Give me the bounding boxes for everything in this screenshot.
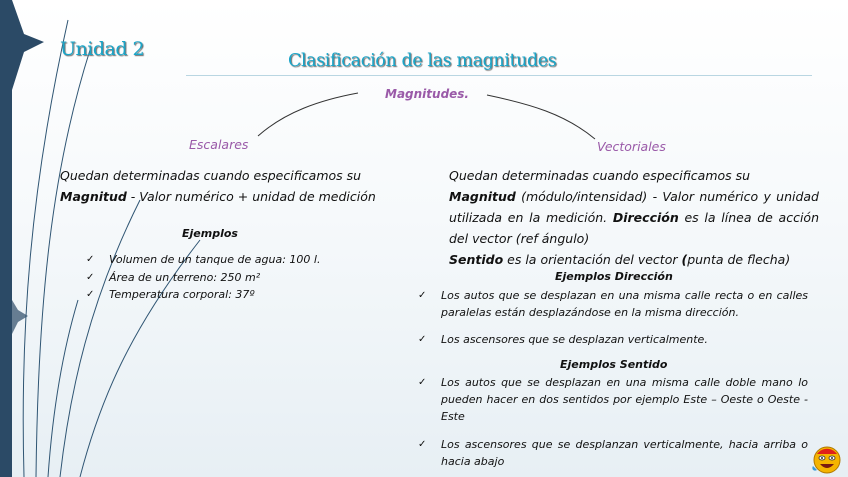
vector-desc-rest4: punta de flecha) [687, 252, 791, 267]
check-icon: ✓ [86, 289, 95, 300]
check-icon: ✓ [86, 254, 95, 265]
check-icon: ✓ [418, 290, 427, 301]
scalar-heading: Escalares [189, 137, 249, 152]
sense-examples-heading: Ejemplos Sentido [560, 358, 668, 371]
vector-desc-sentido: Sentido [449, 252, 504, 267]
page-title: Clasificación de las magnitudes [288, 51, 557, 71]
check-icon: ✓ [418, 334, 427, 345]
sense-example-2 [418, 436, 808, 470]
branch-right-line [487, 95, 595, 139]
scalar-description [60, 165, 390, 207]
vector-description [449, 165, 819, 270]
sense-example-1 [418, 374, 808, 425]
scalar-examples-heading: Ejemplos [182, 227, 238, 240]
check-icon: ✓ [418, 377, 427, 388]
direction-example-1 [418, 287, 808, 321]
direction-examples-heading: Ejemplos Dirección [555, 270, 673, 283]
vector-desc-rest1: (módulo/intensidad) - Valor numérico y unidad utilizada en la medición. [449, 189, 819, 225]
vector-heading: Vectoriales [597, 139, 666, 154]
vector-desc-paren: ( [681, 252, 688, 267]
list-item: ✓ Temperatura corporal: 37º [86, 286, 320, 304]
vector-desc-rest3: es la orientación del vector [503, 252, 682, 267]
vector-desc-direccion: Dirección [612, 210, 679, 225]
scalar-desc-line1: Quedan determinadas cuando especificamos su [60, 168, 362, 183]
scalar-desc-rest: - Valor numérico + unidad de medición [126, 189, 376, 204]
list-item: ✓ Los autos que se desplazan en una misma calle doble mano lo pueden hacer en dos sentidos por ejemplo Este – Oeste o Oeste - Este [418, 376, 808, 423]
check-icon: ✓ [86, 271, 95, 283]
list-item: ✓ Área de un terreno: 250 m² [86, 269, 320, 287]
list-item: ✓ Los autos que se desplazan en una misma calle recta o en calles paralelas están desplazándose en la misma dirección. [418, 289, 808, 319]
scalar-examples-list [86, 251, 320, 304]
vector-desc-magnitud: Magnitud [449, 189, 516, 204]
vector-desc-rest2: es la línea de acción del vector (ref ángulo) [449, 210, 819, 246]
list-item: ✓ Los ascensores que se desplazan verticalmente. [418, 333, 708, 346]
check-icon: ✓ [418, 439, 427, 450]
list-item: ✓ Los ascensores que se desplanzan verticalmente, hacia arriba o hacia abajo [418, 438, 808, 468]
root-label: Magnitudes. [385, 87, 469, 101]
direction-example-2 [418, 331, 808, 348]
unit-label: Unidad 2 [60, 38, 145, 60]
vector-desc-line1: Quedan determinadas cuando especificamos su [449, 168, 751, 183]
scalar-desc-magnitud: Magnitud [60, 189, 127, 204]
branch-left-line [258, 93, 358, 136]
laughing-face-icon [810, 444, 844, 476]
list-item: ✓ Volumen de un tanque de agua: 100 l. [86, 251, 320, 269]
